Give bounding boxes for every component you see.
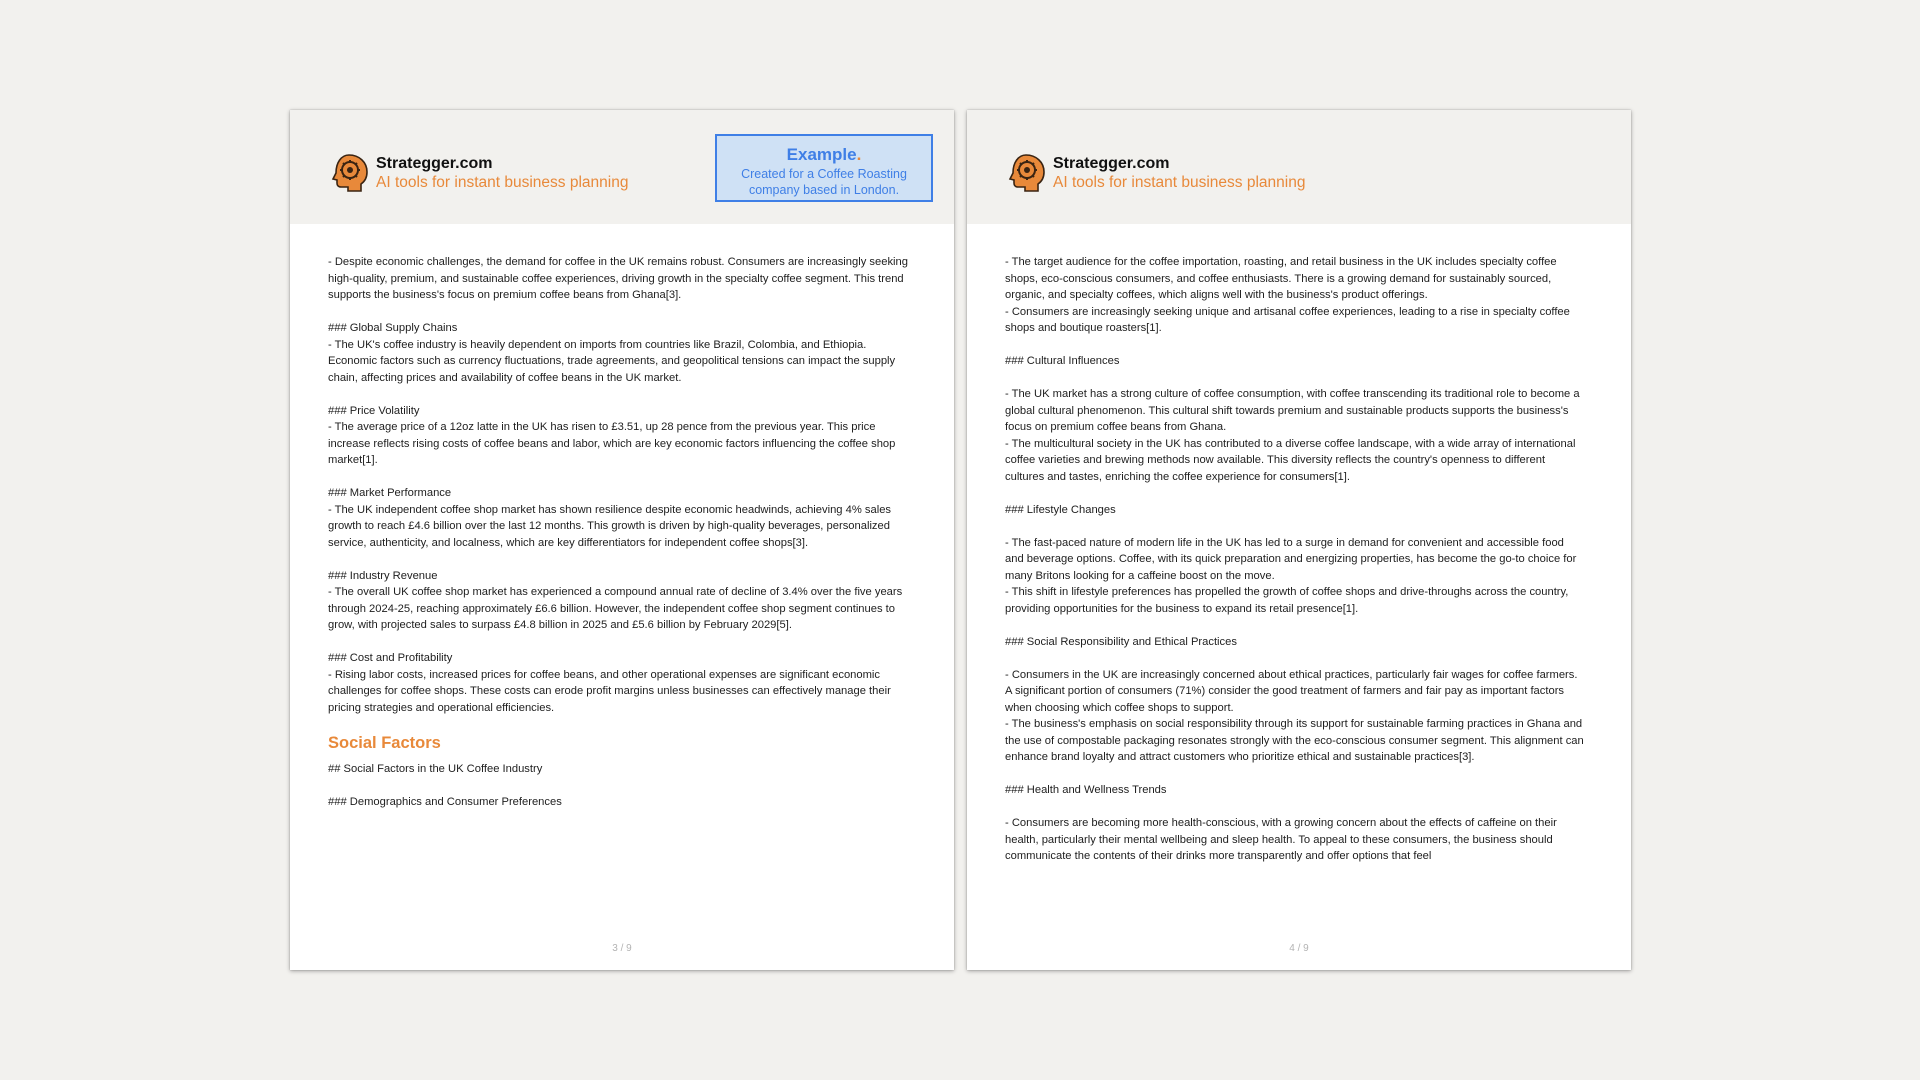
brand-name: Strategger.com (1053, 155, 1170, 172)
page-number: 3 / 9 (612, 943, 632, 954)
example-title: Example. (786, 145, 862, 164)
paragraph: - Consumers are becoming more health-conscious, with a growing concern about the effects of caffeine on their health, particularly their mental wellbeing and sleep health. To appeal to these consumers, the business should communicate the contents of their drinks more transparently and offer options that feel (1005, 817, 1557, 862)
subheading: ### Health and Wellness Trends (1005, 784, 1167, 796)
example-description: Created for a Coffee Roasting company based in London. (741, 167, 907, 197)
page-header (967, 110, 1631, 224)
paragraph: ### Market Performance - The UK independent coffee shop market has shown resilience despite economic headwinds, achieving 4% sales growth to reach £4.6 billion over the last 12 months. This growth is driven by high-quality beverages, personalized service, authenticity, and localness, which are key differentiators for independent coffee shops[3]. (328, 485, 908, 551)
brand-tagline: AI tools for instant business planning (1053, 174, 1306, 191)
paragraph: ### Cost and Profitability - Rising labor costs, increased prices for coffee beans, and other operational expenses are significant economic challenges for coffee shops. These costs can erode profit margins unless businesses can effectively manage their pricing strategies and operational efficiencies. (328, 650, 908, 716)
paragraph: - The UK market has a strong culture of coffee consumption, with coffee transcending its traditional role to become a global cultural phenomenon. This cultural shift towards premium and sustainable products supports the business's focus on premium coffee beans from Ghana. - The multicultural society in the UK has contributed to a diverse coffee landscape, with a wide array of international coffee varieties and brewing methods now available. This diversity reflects the country's openness to different cultures and tastes, enriching the coffee experience for consumers[1]. (1005, 388, 1580, 483)
subheading: ### Industry Revenue (328, 569, 438, 582)
subheading: ### Cost and Profitability (328, 652, 453, 664)
document-page-3 (290, 110, 954, 970)
brand-tagline: AI tools for instant business planning (376, 174, 629, 191)
brain-gear-logo-icon (328, 152, 370, 194)
paragraph: - Consumers in the UK are increasingly concerned about ethical practices, particularly fair wages for coffee farmers. A significant portion of consumers (71%) consider the good treatment of farmers and fair pay as important factors when choosing which coffee shops to support. - The business's emphasis on social responsibility through its support for sustainable farming practices in Ghana and the use of compostable packaging resonates strongly with the eco-conscious consumer segment. This alignment can enhance brand loyalty and attract customers who prioritize ethical and sustainable practices[3]. (1005, 668, 1584, 763)
paragraph: ### Industry Revenue - The overall UK coffee shop market has experienced a compound annual rate of decline of 3.4% over the five years through 2024-25, reaching approximately £6.6 billion. However, the independent coffee shop segment continues to grow, with projected sales to surpass £4.8 billion in 2025 and £5.6 billion by February 2029[5]. (328, 568, 908, 634)
paragraph: ### Price Volatility - The average price of a 12oz latte in the UK has risen to £3.51, up 28 pence from the previous year. This price increase reflects rising costs of coffee beans and labor, which are key economic factors influencing the coffee shop market[1]. (328, 403, 908, 469)
subheading: ### Demographics and Consumer Preferences (328, 795, 562, 808)
document-page-4 (967, 110, 1631, 970)
brain-gear-logo-icon (1005, 152, 1047, 194)
page-header (290, 110, 954, 224)
paragraph: - The fast-paced nature of modern life in the UK has led to a surge in demand for convenient and accessible food and beverage options. Coffee, with its quick preparation and energizing properties, has become the go-to choice for many Britons looking for a caffeine boost on the move. - This shift in lifestyle preferences has propelled the growth of coffee shops and drive-throughs across the country, providing opportunities for the business to expand its retail presence[1]. (1005, 536, 1577, 615)
subheading: ### Lifestyle Changes (1005, 503, 1116, 516)
subheading: ### Price Volatility (328, 404, 420, 417)
subheading: ### Social Responsibility and Ethical Practices (1005, 635, 1237, 648)
page-number: 4 / 9 (1289, 943, 1309, 954)
subheading: ## Social Factors in the UK Coffee Industry (328, 762, 543, 775)
brand (328, 152, 628, 194)
page-content (1005, 254, 1585, 881)
paragraph: - The target audience for the coffee importation, roasting, and retail business in the UK includes specialty coffee shops, eco-conscious consumers, and coffee enthusiasts. There is a growing demand for sustainably sourced, organic, and specialty coffees, which aligns well with the business's product offerings. - Consumers are increasingly seeking unique and artisanal coffee experiences, leading to a rise in specialty coffee shops and boutique roasters[1]. (1005, 256, 1570, 334)
brand-name: Strategger.com (376, 155, 493, 172)
subheading: ### Global Supply Chains (328, 322, 458, 334)
brand (1005, 152, 1305, 194)
paragraph: - Despite economic challenges, the demand for coffee in the UK remains robust. Consumers are increasingly seeking high-quality, premium, and sustainable coffee experiences, driving growth in the specialty coffee segment. This trend supports the business's focus on premium coffee beans from Ghana[3]. (328, 256, 908, 301)
section-title: Social Factors (328, 733, 441, 752)
page-content (328, 254, 908, 827)
subheading: ### Cultural Influences (1005, 355, 1120, 367)
paragraph: ### Global Supply Chains - The UK's coffee industry is heavily dependent on imports from countries like Brazil, Colombia, and Ethiopia. Economic factors such as currency fluctuations, trade agreements, and geopolitical tensions can impact the supply chain, affecting prices and availability of coffee beans in the UK market. (328, 320, 908, 386)
example-callout (715, 134, 933, 202)
subheading: ### Market Performance (328, 487, 452, 499)
